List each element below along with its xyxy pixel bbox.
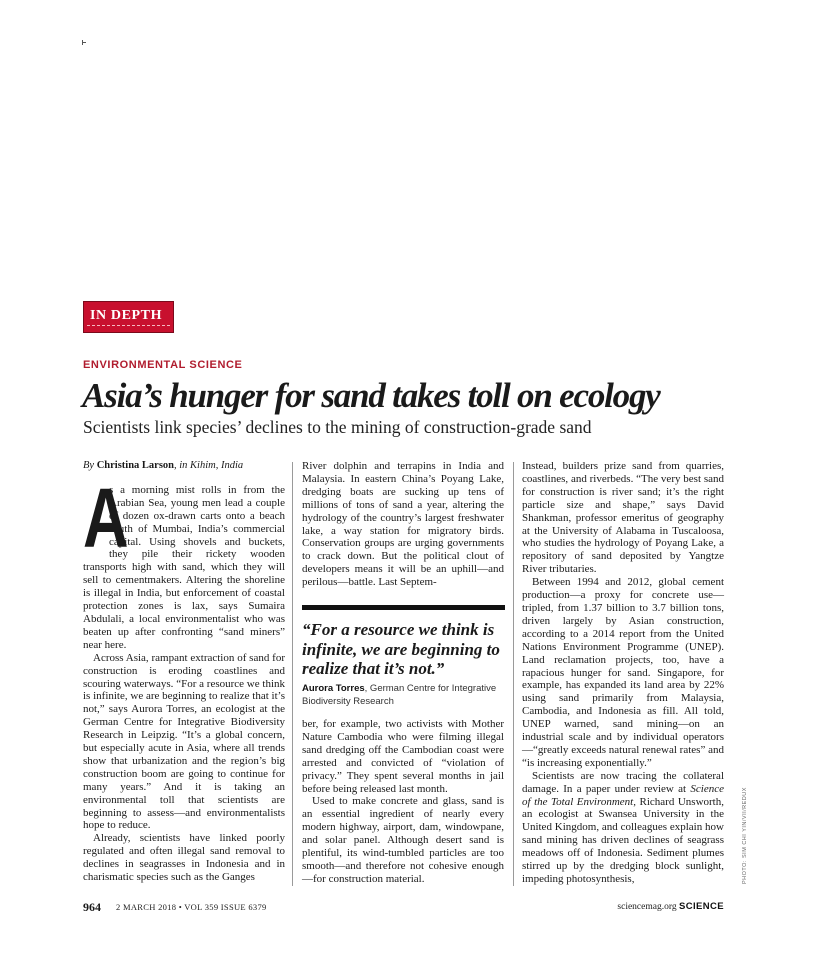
subheadline: Scientists link species’ declines to the mining of construction-grade sand — [83, 417, 592, 437]
article-column-1 — [83, 460, 285, 884]
paragraph: River dolphin and terrapins in India and Malaysia. In eastern China’s Poyang Lake, dredging boats are sucking up tens of millions of tons of sand a year, altering the hydrology of the country’s largest freshwater lake, a way station for migratory birds. Conservation groups are urging governments to crack down. But the political clout of developers means it will be an uphill—and perilous—battle. Last Septem- — [302, 460, 504, 589]
headline: Asia’s hunger for sand takes toll on ecology — [82, 376, 660, 415]
paragraph — [522, 770, 724, 886]
section-kicker: ENVIRONMENTAL SCIENCE — [83, 359, 243, 371]
byline-location: , in Kihim, India — [174, 460, 244, 471]
journal-title: Science of the Total Environment — [522, 782, 724, 808]
paragraph: Across Asia, rampant extraction of sand for construction is eroding coastlines and scouring waterways. “For a resource we think is infinite, we are beginning to realize that it’s not,” says Aurora Torres, an ecologist at the German Centre for Integrative Biodiversity Research in Leipzig. “It’s a global concern, but especially acute in Asia, where all trends show that urbanization and the region’s big construction boom are going to continue for many years.” And it is taking an environmental toll that scientists are beginning to assess—and environmentalists hope to reduce. — [83, 651, 285, 832]
badge-label: IN DEPTH — [90, 308, 163, 323]
byline-prefix: By — [83, 460, 95, 471]
pullquote-bar — [302, 605, 505, 610]
paragraph: Used to make concrete and glass, sand is an essential ingredient of nearly every modern highway, airport, dam, windowpane, and solar panel. Although desert sand is plentiful, its wind-tumbled particles are too smooth—and therefore not cohesive enough—for construction material. — [302, 795, 504, 885]
footer-site — [617, 901, 724, 912]
badge-stripe — [87, 325, 170, 328]
paragraph: Instead, builders prize sand from quarries, coastlines, and riverbeds. “The very best sand for construction is river sand; it’s the right particle size and shape,” says David Shankman, professor emeritus of geography at the University of Alabama in Tuscaloosa, who studies the hydrology of Poyang Lake, a repository of sand deposited by Yangtze River tributaries. — [522, 460, 724, 576]
byline-author: Christina Larson — [96, 460, 175, 471]
pull-quote-name: Aurora Torres — [302, 683, 365, 694]
drop-cap: A — [83, 470, 129, 565]
pull-quote-attribution — [302, 683, 507, 708]
column-rule — [292, 462, 293, 886]
issue-info: 2 MARCH 2018 • VOL 359 ISSUE 6379 — [116, 902, 267, 912]
journal-name: SCIENCE — [678, 901, 724, 912]
pull-quote: “For a resource we think is infinite, we are beginning to realize that it’s not.” — [302, 620, 500, 678]
crop-mark — [82, 40, 86, 44]
paragraph-text: , Richard Unsworth, an ecologist at Swansea University in the United Kingdom, and colleagues explain how sand mining has driven declines of seagrass meadows off of Indonesia. Sediment plumes stirred up by the dredging block sunlight, impeding photosynthesis, — [522, 795, 724, 885]
page-number: 964 — [83, 900, 101, 914]
photo-credit: PHOTO: SIM CHI YIN/VII/REDUX — [742, 787, 748, 884]
paragraph: Between 1994 and 2012, global cement production—a proxy for concrete use—tripled, from 1.37 billion to 3.7 billion tons, driven largely by Asian construction, according to a 2014 report from the United Nations Environment Programme (UNEP). Land reclamation projects, too, have a rapacious hunger for sand. Singapore, for example, has expanded its land area by 22% using sand primarily from Malaysia, Cambodia, and Indonesia as fill. All told, UNEP warned, sand mining—on an industrial scale and by individual operators—“greatly exceeds natural renewal rates” and “is increasing exponentially.” — [522, 576, 724, 769]
paragraph-text: Scientists are now tracing the collateral damage. In a paper under review at — [522, 769, 724, 795]
article-column-2-bottom — [302, 718, 504, 886]
in-depth-badge — [83, 301, 174, 333]
paragraph: ber, for example, two activists with Mother Nature Cambodia who were filming illegal sand dredging off the Cambodian coast were arrested and convicted of “violation of privacy.” They spent several months in jail before being released last month. — [302, 718, 504, 795]
paragraph — [83, 470, 285, 652]
article-column-3 — [522, 460, 724, 886]
paragraph: Already, scientists have linked poorly regulated and often illegal sand removal to declines in seagrasses in Indonesia and in charismatic species such as the Ganges — [83, 832, 285, 884]
paragraph-text: s a morning mist rolls in from the Arabian Sea, young men lead a couple of dozen ox-drawn carts onto a beach south of Mumbai, India’s commercial capital. Using shovels and buckets, they pile their rickety wooden transports high with sand, which they will sell to cementmakers. Altering the shoreline is illegal in India, but enforcement of coastal protection zones is lax, says Sumaira Abdulali, a local environmentalist who was beaten up after confronting “sand miners” near here. — [83, 483, 285, 651]
pull-quote-affiliation: , German Centre for Integrative Biodiversity Research — [302, 683, 497, 707]
column-rule — [513, 462, 514, 886]
article-column-2-top — [302, 460, 504, 589]
site-url: sciencemag.org — [617, 902, 677, 912]
